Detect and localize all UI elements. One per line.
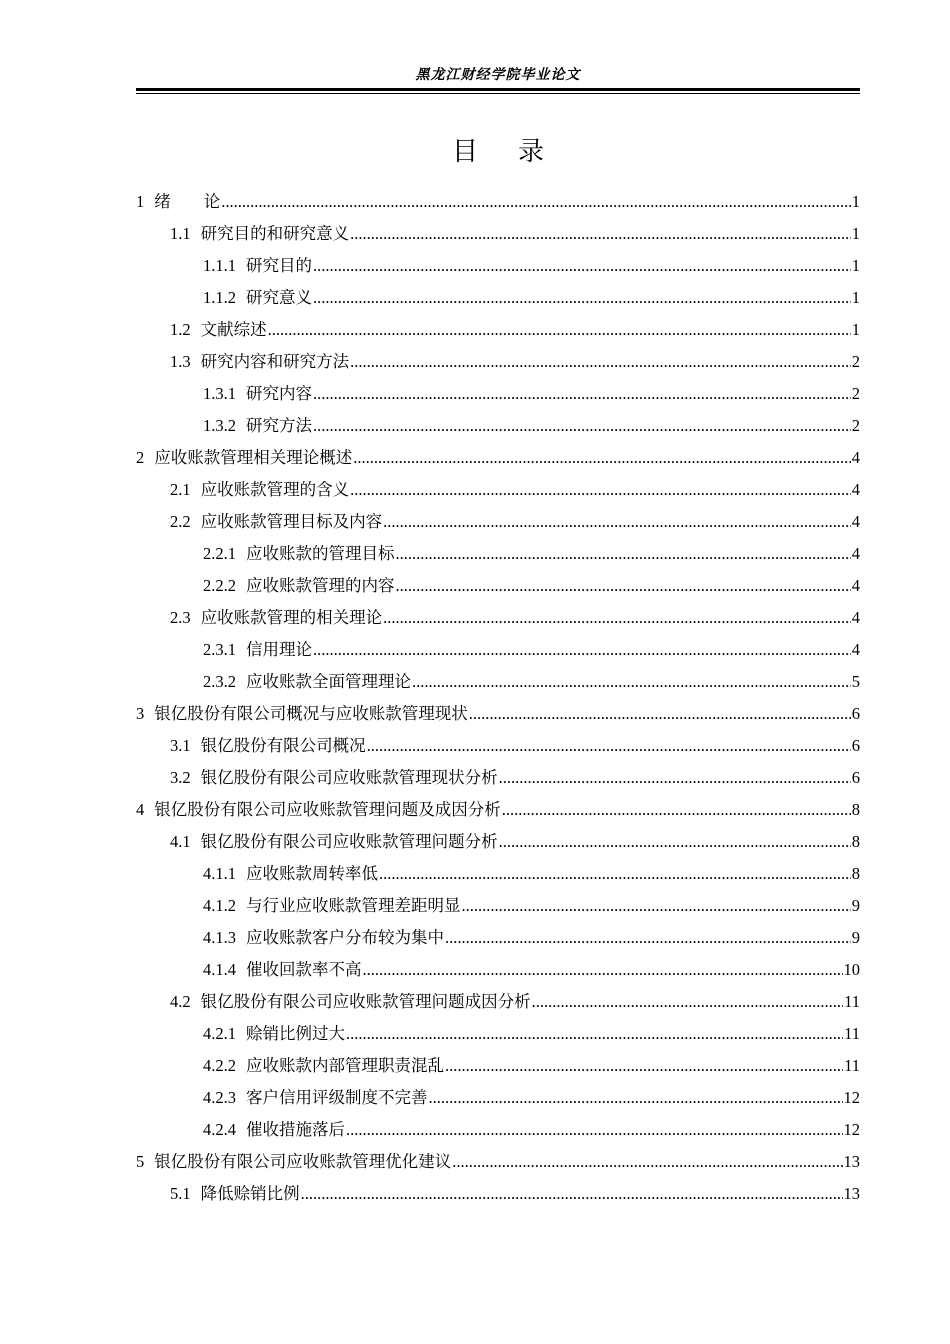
toc-entry-title: 研究方法: [246, 416, 312, 435]
toc-entry[interactable]: [136, 284, 860, 316]
toc-dot-leader: [499, 832, 851, 852]
toc-entry[interactable]: [136, 380, 860, 412]
toc-entry-number: 4.2.1: [203, 1024, 236, 1043]
toc-entry-page: 1: [851, 224, 860, 243]
toc-entry-number: 1.1: [170, 224, 191, 243]
toc-dot-leader: [379, 864, 851, 884]
toc-entry-title: 研究内容: [246, 384, 312, 403]
toc-dot-leader: [445, 1056, 843, 1076]
toc-entry-title: 银亿股份有限公司应收账款管理优化建议: [154, 1152, 452, 1171]
toc-entry-page: 1: [851, 288, 860, 307]
toc-entry-title: 催收回款率不高: [246, 960, 362, 979]
toc-entry-page: 2: [851, 416, 860, 435]
toc-dot-leader: [350, 352, 851, 372]
toc-entry-number: 4: [136, 800, 145, 819]
header-rule-thick: [136, 88, 860, 91]
toc-entry-number: 2: [136, 448, 145, 467]
toc-entry-title: 应收账款管理的内容: [246, 576, 395, 595]
toc-entry[interactable]: [136, 860, 860, 892]
toc-entry[interactable]: [136, 1180, 860, 1212]
toc-entry-page: 4: [851, 448, 860, 467]
toc-dot-leader: [313, 256, 851, 276]
toc-dot-leader: [452, 1152, 842, 1172]
toc-entry-title: 应收账款全面管理理论: [246, 672, 411, 691]
toc-entry[interactable]: [136, 828, 860, 860]
toc-entry[interactable]: [136, 316, 860, 348]
toc-entry-page: 1: [851, 320, 860, 339]
toc-entry[interactable]: [136, 1116, 860, 1148]
toc-dot-leader: [313, 384, 851, 404]
toc-entry-page: 6: [851, 736, 860, 755]
toc-entry-title: 与行业应收账款管理差距明显: [246, 896, 461, 915]
toc-dot-leader: [396, 544, 851, 564]
toc-entry-number: 2.3.1: [203, 640, 236, 659]
toc-entry-number: 4.1.4: [203, 960, 236, 979]
toc-dot-leader: [346, 1024, 843, 1044]
toc-entry-page: 8: [851, 832, 860, 851]
toc-entry-page: 4: [851, 544, 860, 563]
toc-entry[interactable]: [136, 1020, 860, 1052]
toc-entry-page: 6: [851, 704, 860, 723]
toc-entry[interactable]: [136, 732, 860, 764]
toc-entry-title: 应收账款客户分布较为集中: [246, 928, 444, 947]
toc-dot-leader: [346, 1120, 843, 1140]
toc-entry[interactable]: [136, 508, 860, 540]
toc-entry-number: 3: [136, 704, 145, 723]
toc-entry-number: 2.2.1: [203, 544, 236, 563]
toc-entry-page: 4: [851, 512, 860, 531]
toc-entry-number: 3.1: [170, 736, 191, 755]
header-rule-thin: [136, 93, 860, 94]
toc-entry[interactable]: [136, 796, 860, 828]
toc-entry-page: 12: [843, 1120, 860, 1139]
toc-entry-title: 信用理论: [246, 640, 312, 659]
toc-entry-page: 11: [844, 992, 860, 1011]
toc-entry-page: 10: [843, 960, 860, 979]
toc-entry[interactable]: [136, 764, 860, 796]
toc-dot-leader: [313, 640, 851, 660]
toc-entry-number: 4.1.2: [203, 896, 236, 915]
toc-entry-page: 2: [851, 352, 860, 371]
toc-entry-number: 2.2.2: [203, 576, 236, 595]
toc-entry[interactable]: [136, 668, 860, 700]
toc-entry[interactable]: [136, 252, 860, 284]
toc-dot-leader: [301, 1184, 843, 1204]
toc-entry-title: 银亿股份有限公司应收账款管理现状分析: [200, 768, 498, 787]
toc-entry[interactable]: [136, 604, 860, 636]
toc-entry-title: 赊销比例过大: [246, 1024, 345, 1043]
toc-dot-leader: [313, 288, 851, 308]
toc-entry[interactable]: [136, 988, 860, 1020]
toc-entry[interactable]: [136, 924, 860, 956]
toc-entry-page: 13: [843, 1184, 860, 1203]
toc-entry-number: 2.2: [170, 512, 191, 531]
toc-entry-page: 1: [851, 256, 860, 275]
toc-entry-page: 4: [851, 608, 860, 627]
toc-entry-title: 应收账款管理目标及内容: [200, 512, 383, 531]
toc-entry-page: 4: [851, 576, 860, 595]
toc-dot-leader: [367, 736, 851, 756]
toc-entry-page: 6: [851, 768, 860, 787]
toc-dot-leader: [268, 320, 851, 340]
toc-entry-page: 12: [843, 1088, 860, 1107]
toc-entry[interactable]: [136, 1148, 860, 1180]
toc-dot-leader: [412, 672, 851, 692]
toc-dot-leader: [350, 224, 851, 244]
toc-dot-leader: [445, 928, 851, 948]
toc-entry-number: 4.1.3: [203, 928, 236, 947]
toc-dot-leader: [462, 896, 851, 916]
toc-entry-number: 4.1: [170, 832, 191, 851]
toc-entry-number: 4.2.2: [203, 1056, 236, 1075]
toc-entry-title: 降低赊销比例: [200, 1184, 300, 1203]
toc-entry-title: 文献综述: [200, 320, 267, 339]
toc-entry[interactable]: [136, 956, 860, 988]
toc-entry-number: 2.3: [170, 608, 191, 627]
toc-entry[interactable]: [136, 444, 860, 476]
toc-entry[interactable]: [136, 1052, 860, 1084]
toc-dot-leader: [383, 512, 851, 532]
toc-entry[interactable]: [136, 348, 860, 380]
toc-entry-title: 应收账款管理的相关理论: [200, 608, 383, 627]
toc-entry-page: 8: [851, 800, 860, 819]
toc-title: 目录: [451, 137, 584, 167]
table-of-contents: [136, 188, 860, 1212]
toc-dot-leader: [383, 608, 851, 628]
toc-entry-number: 1.3.1: [203, 384, 236, 403]
toc-dot-leader: [221, 192, 851, 212]
toc-entry-number: 5.1: [170, 1184, 191, 1203]
toc-entry-page: 11: [844, 1056, 860, 1075]
toc-entry-number: 2.3.2: [203, 672, 236, 691]
toc-entry-page: 11: [844, 1024, 860, 1043]
toc-entry-number: 4.1.1: [203, 864, 236, 883]
toc-entry-page: 4: [851, 480, 860, 499]
toc-entry-number: 5: [136, 1152, 145, 1171]
toc-dot-leader: [499, 768, 851, 788]
toc-dot-leader: [350, 480, 851, 500]
toc-entry-title: 应收账款内部管理职责混乱: [246, 1056, 444, 1075]
toc-dot-leader: [469, 704, 851, 724]
toc-entry-number: 3.2: [170, 768, 191, 787]
toc-entry-title: 应收账款管理相关理论概述: [154, 448, 353, 467]
toc-entry-number: 4.2.4: [203, 1120, 236, 1139]
toc-dot-leader: [363, 960, 843, 980]
toc-entry-number: 2.1: [170, 480, 191, 499]
toc-entry-number: 1.3.2: [203, 416, 236, 435]
toc-entry-title: 催收措施落后: [246, 1120, 345, 1139]
toc-entry-page: 13: [843, 1152, 860, 1171]
toc-entry-number: 4.2: [170, 992, 191, 1011]
toc-dot-leader: [502, 800, 851, 820]
toc-entry-title: 应收账款的管理目标: [246, 544, 395, 563]
toc-entry-title: 银亿股份有限公司应收账款管理问题及成因分析: [154, 800, 501, 819]
toc-entry-number: 1: [136, 192, 145, 211]
toc-entry-title: 应收账款管理的含义: [200, 480, 350, 499]
toc-dot-leader: [532, 992, 843, 1012]
toc-dot-leader: [353, 448, 851, 468]
toc-entry[interactable]: [136, 412, 860, 444]
toc-entry[interactable]: [136, 188, 860, 220]
toc-dot-leader: [313, 416, 851, 436]
toc-entry[interactable]: [136, 540, 860, 572]
toc-entry-page: 2: [851, 384, 860, 403]
toc-entry-number: 4.2.3: [203, 1088, 236, 1107]
toc-entry-title: 研究目的: [246, 256, 312, 275]
toc-entry-page: 4: [851, 640, 860, 659]
toc-entry-title: 研究内容和研究方法: [200, 352, 350, 371]
toc-entry-number: 1.1.1: [203, 256, 236, 275]
toc-entry-page: 1: [851, 192, 860, 211]
toc-entry[interactable]: [136, 700, 860, 732]
toc-entry-title: 应收账款周转率低: [246, 864, 378, 883]
toc-entry[interactable]: [136, 476, 860, 508]
toc-entry-title: 研究目的和研究意义: [200, 224, 350, 243]
toc-entry-page: 8: [851, 864, 860, 883]
toc-entry[interactable]: [136, 636, 860, 668]
toc-entry-title: 银亿股份有限公司应收账款管理问题成因分析: [200, 992, 531, 1011]
toc-entry-title: 绪 论: [154, 192, 221, 211]
toc-entry-title: 银亿股份有限公司应收账款管理问题分析: [200, 832, 498, 851]
header-title: 黑龙江财经学院毕业论文: [415, 67, 581, 83]
toc-entry[interactable]: [136, 220, 860, 252]
toc-entry-title: 客户信用评级制度不完善: [246, 1088, 428, 1107]
toc-entry-page: 5: [851, 672, 860, 691]
toc-entry-title: 研究意义: [246, 288, 312, 307]
toc-entry[interactable]: [136, 892, 860, 924]
toc-entry-title: 银亿股份有限公司概况: [200, 736, 366, 755]
toc-entry-number: 1.1.2: [203, 288, 236, 307]
toc-entry[interactable]: [136, 1084, 860, 1116]
toc-entry-number: 1.2: [170, 320, 191, 339]
toc-dot-leader: [429, 1088, 843, 1108]
toc-entry-page: 9: [851, 896, 860, 915]
toc-entry-number: 1.3: [170, 352, 191, 371]
toc-entry[interactable]: [136, 572, 860, 604]
toc-entry-page: 9: [851, 928, 860, 947]
toc-dot-leader: [396, 576, 851, 596]
toc-entry-title: 银亿股份有限公司概况与应收账款管理现状: [154, 704, 468, 723]
